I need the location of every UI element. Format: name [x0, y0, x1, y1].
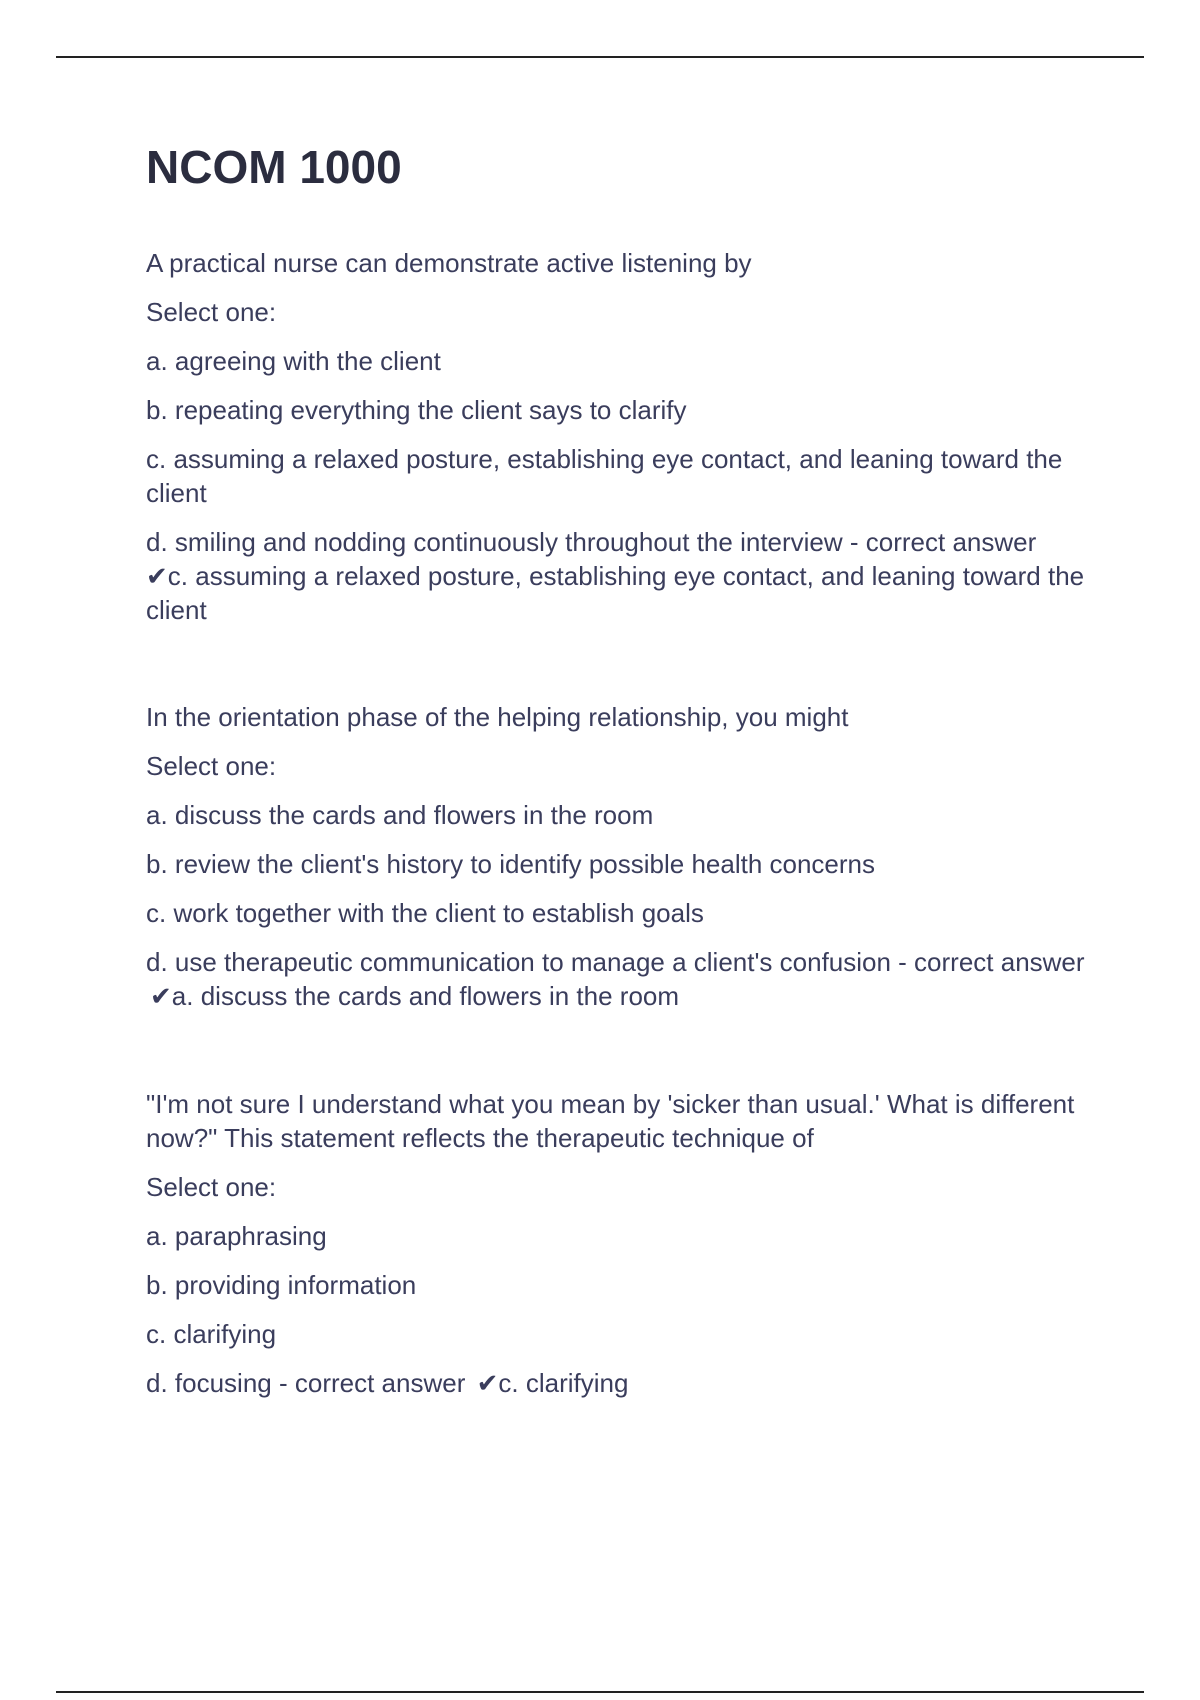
answer-option-c: c. assuming a relaxed posture, establishing eye contact, and leaning toward the client — [146, 444, 1063, 509]
document-body — [146, 140, 1091, 1415]
answer-option-c: c. clarifying — [146, 1319, 277, 1350]
question-block — [146, 246, 1091, 627]
question-block — [146, 1087, 1091, 1400]
answer-option-b: b. repeating everything the client says to clarify — [146, 395, 687, 426]
correct-answer: c. clarifying — [498, 1368, 629, 1399]
answer-option-d: d. smiling and nodding continuously throughout the interview - correct answer — [146, 527, 1037, 558]
answer-option-d: d. focusing - correct answer — [146, 1368, 466, 1399]
answer-option-c: c. work together with the client to establish goals — [146, 898, 704, 929]
answer-option-d: d. use therapeutic communication to manage a client's confusion - correct answer — [146, 947, 1085, 978]
top-rule — [56, 56, 1144, 58]
document-title: NCOM 1000 — [146, 141, 402, 193]
checkmark-icon: ✔ — [476, 1368, 499, 1399]
question-prompt: In the orientation phase of the helping relationship, you might — [146, 702, 849, 733]
answer-option-d-with-correct-answer — [146, 525, 1091, 627]
select-label: Select one: — [146, 297, 277, 328]
checkmark-icon: ✔ — [150, 981, 172, 1012]
answer-option-b: b. review the client's history to identify possible health concerns — [146, 849, 876, 880]
question-prompt: A practical nurse can demonstrate active listening by — [146, 248, 752, 279]
question-block — [146, 700, 1091, 1013]
correct-answer: a. discuss the cards and flowers in the room — [171, 981, 680, 1012]
bottom-rule — [56, 1691, 1144, 1693]
answer-option-b: b. providing information — [146, 1270, 417, 1301]
answer-option-d-with-correct-answer — [146, 945, 1091, 1013]
correct-answer: c. assuming a relaxed posture, establishing eye contact, and leaning toward the client — [146, 561, 1085, 626]
answer-option-a: a. discuss the cards and flowers in the room — [146, 800, 654, 831]
answer-option-a: a. paraphrasing — [146, 1221, 327, 1252]
select-label: Select one: — [146, 751, 277, 782]
answer-option-d-with-correct-answer — [146, 1366, 1091, 1400]
answer-option-a: a. agreeing with the client — [146, 346, 441, 377]
select-label: Select one: — [146, 1172, 277, 1203]
checkmark-icon: ✔ — [146, 561, 168, 592]
question-prompt: "I'm not sure I understand what you mean by 'sicker than usual.' What is different now?" This statement reflects the therapeutic technique of — [146, 1089, 1075, 1154]
